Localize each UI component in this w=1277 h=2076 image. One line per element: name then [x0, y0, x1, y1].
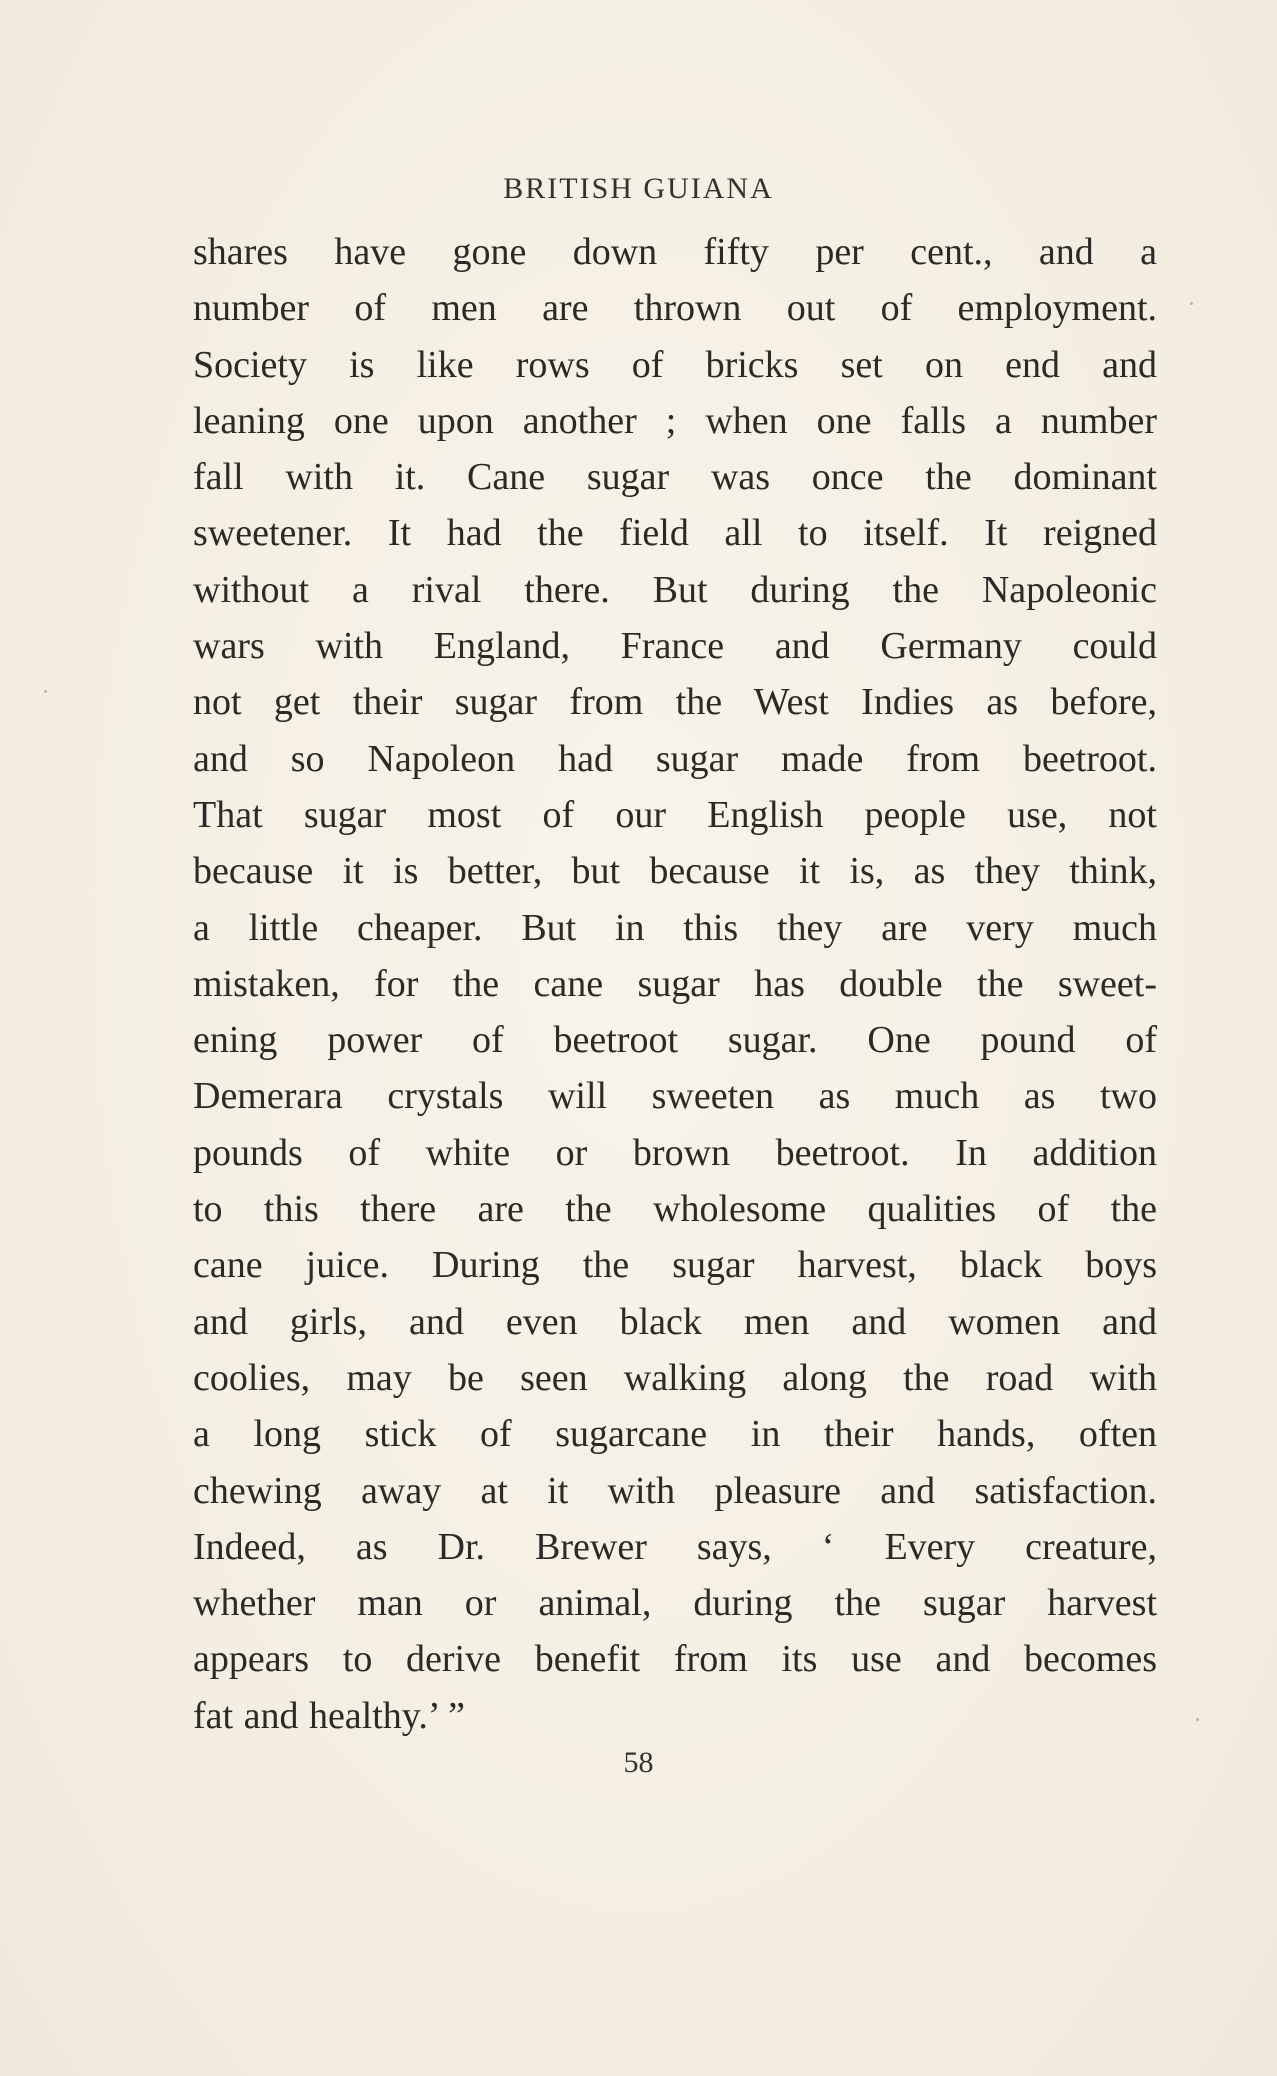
text-line: fat and healthy.’ ”	[193, 1694, 466, 1737]
text-line: and so Napoleon had sugar made from beetroot.	[193, 737, 1157, 780]
text-line: Society is like rows of bricks set on end and	[193, 343, 1157, 386]
text-line: pounds of white or brown beetroot. In addition	[193, 1131, 1157, 1174]
text-line: chewing away at it with pleasure and satisfaction.	[193, 1469, 1157, 1512]
paper-speck	[1196, 1718, 1199, 1721]
text-line: because it is better, but because it is, as they think,	[193, 850, 1157, 893]
text-line: That sugar most of our English people use, not	[193, 793, 1157, 836]
text-line: ening power of beetroot sugar. One pound of	[193, 1019, 1157, 1062]
text-line: Demerara crystals will sweeten as much as two	[193, 1075, 1157, 1118]
text-line: mistaken, for the cane sugar has double the sweet-	[193, 962, 1157, 1005]
text-line: Indeed, as Dr. Brewer says, ‘ Every creature,	[193, 1525, 1157, 1568]
paper-speck	[44, 690, 47, 693]
text-line: appears to derive benefit from its use and becomes	[193, 1638, 1157, 1681]
text-line: leaning one upon another ; when one falls a number	[193, 399, 1157, 442]
text-line: a long stick of sugarcane in their hands, often	[193, 1413, 1157, 1456]
text-line: a little cheaper. But in this they are very much	[193, 906, 1157, 949]
running-head: BRITISH GUIANA	[503, 172, 774, 205]
text-line: sweetener. It had the field all to itself. It reigned	[193, 512, 1157, 555]
page-number: 58	[623, 1746, 654, 1779]
text-line: fall with it. Cane sugar was once the dominant	[193, 456, 1157, 499]
text-line: not get their sugar from the West Indies as before,	[193, 681, 1157, 724]
text-line: number of men are thrown out of employment.	[193, 287, 1157, 330]
text-line: wars with England, France and Germany could	[193, 625, 1157, 668]
text-line: to this there are the wholesome qualities of the	[193, 1188, 1157, 1231]
text-line: without a rival there. But during the Napoleonic	[193, 568, 1157, 611]
text-line: whether man or animal, during the sugar harvest	[193, 1582, 1157, 1625]
text-line: shares have gone down fifty per cent., and a	[193, 231, 1157, 273]
text-line: and girls, and even black men and women and	[193, 1300, 1157, 1343]
paper-speck	[1190, 302, 1193, 305]
text-line: cane juice. During the sugar harvest, black boys	[193, 1244, 1157, 1287]
body-text	[193, 224, 1157, 1744]
text-line: coolies, may be seen walking along the road with	[193, 1356, 1157, 1399]
